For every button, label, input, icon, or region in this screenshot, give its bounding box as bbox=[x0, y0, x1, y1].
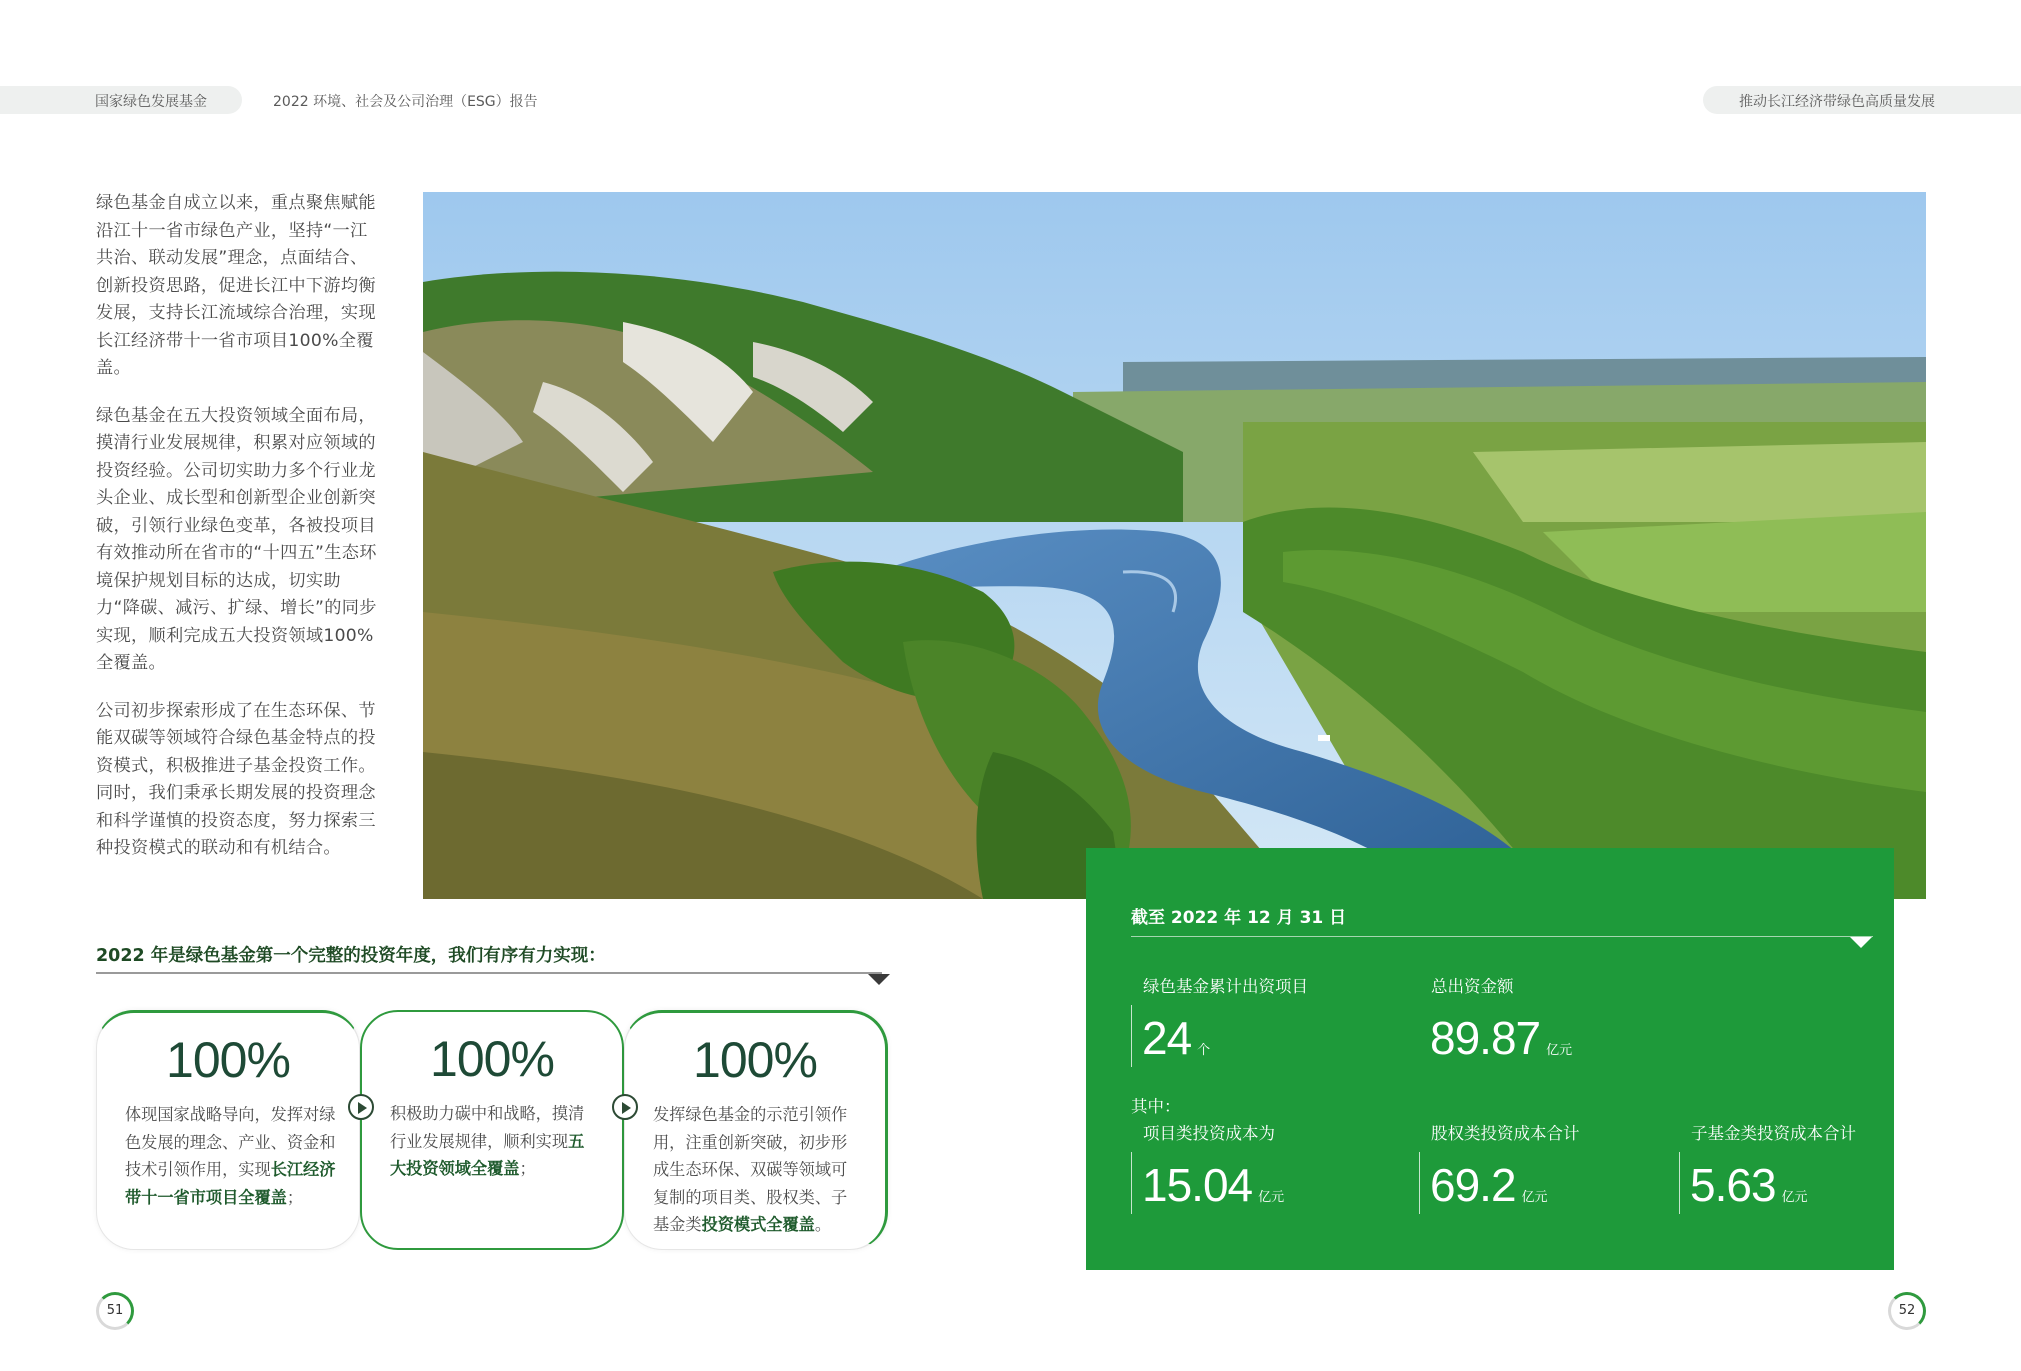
stat-equity-cost bbox=[1419, 1120, 1580, 1214]
card-1-text: 体现国家战略导向，发挥对绿色发展的理念、产业、资金和技术引领作用，实现长江经济带十一省市项目全覆盖； bbox=[125, 1105, 336, 1207]
header-left-tab bbox=[0, 86, 242, 114]
river-landscape-photo bbox=[423, 192, 1926, 899]
header-org: 国家绿色发展基金 bbox=[95, 94, 207, 110]
stat-value: 69.2 bbox=[1430, 1159, 1516, 1211]
play-arrow-icon bbox=[348, 1094, 374, 1120]
intro-paragraph-1: 绿色基金自成立以来，重点聚焦赋能沿江十一省市绿色产业，坚持“一江共治、联动发展”理念，点面结合、创新投资思路，促进长江中下游均衡发展，支持长江流域综合治理，实现长江经济带十一省市项目100%全覆盖。 bbox=[96, 193, 376, 378]
card-3-text: 发挥绿色基金的示范引领作用，注重创新突破，初步形成生态环保、双碳等领域可复制的项目类、股权类、子基金类投资模式全覆盖。 bbox=[653, 1105, 848, 1234]
panel-divider bbox=[1131, 936, 1873, 937]
card-3-percent: 100% bbox=[693, 1032, 817, 1088]
stat-label: 总出资金额 bbox=[1431, 977, 1514, 996]
achievement-card-3 bbox=[624, 1010, 888, 1250]
intro-paragraph-2: 绿色基金在五大投资领域全面布局，摸清行业发展规律，积累对应领域的投资经验。公司切实助力多个行业龙头企业、成长型和创新型企业创新突破，引领行业绿色变革，各被投项目有效推动所在省市的“十四五”生态环境保护规划目标的达成，切实助力“降碳、减污、扩绿、增长”的同步实现，顺利完成五大投资领域100%全覆盖。 bbox=[96, 405, 377, 673]
stat-unit: 亿元 bbox=[1781, 1190, 1808, 1205]
intro-paragraph-3: 公司初步探索形成了在生态环保、节能双碳等领域符合绿色基金特点的投资模式，积极推进子基金投资工作。同时，我们秉承长期发展的投资理念和科学谨慎的投资态度，努力探索三种投资模式的联动和有机结合。 bbox=[96, 700, 376, 858]
intro-text bbox=[96, 190, 378, 883]
achievement-card-1 bbox=[96, 1010, 360, 1250]
stats-date: 截至 2022 年 12 月 31 日 bbox=[1131, 908, 1347, 928]
stat-label: 项目类投资成本为 bbox=[1143, 1124, 1275, 1143]
triangle-down-icon bbox=[868, 974, 890, 985]
header-section-title: 推动长江经济带绿色高质量发展 bbox=[1739, 94, 1935, 110]
stat-subfund-cost bbox=[1679, 1120, 1856, 1214]
among-label: 其中： bbox=[1131, 1097, 1181, 1116]
stat-unit: 个 bbox=[1197, 1043, 1211, 1058]
investment-stats-panel bbox=[1086, 848, 1894, 1270]
stat-project-cost bbox=[1131, 1120, 1284, 1214]
play-arrow-icon bbox=[612, 1094, 638, 1120]
triangle-down-icon bbox=[1850, 937, 1872, 948]
stat-unit: 亿元 bbox=[1521, 1190, 1548, 1205]
stat-value: 15.04 bbox=[1142, 1159, 1253, 1211]
stat-total-amount bbox=[1419, 973, 1572, 1067]
header-report-title: 2022 环境、社会及公司治理（ESG）报告 bbox=[273, 94, 538, 110]
stat-value: 89.87 bbox=[1430, 1012, 1541, 1064]
achievement-card-2 bbox=[360, 1010, 624, 1250]
stat-value: 24 bbox=[1142, 1012, 1192, 1064]
stat-value: 5.63 bbox=[1690, 1159, 1776, 1211]
stat-unit: 亿元 bbox=[1546, 1043, 1573, 1058]
card-2-percent: 100% bbox=[430, 1031, 554, 1087]
stat-label: 绿色基金累计出资项目 bbox=[1143, 977, 1308, 996]
achievement-subtitle: 2022 年是绿色基金第一个完整的投资年度，我们有序有力实现： bbox=[96, 946, 606, 966]
page-number-right: 52 bbox=[1888, 1292, 1926, 1330]
header-right-tab bbox=[1703, 86, 2021, 114]
stat-label: 股权类投资成本合计 bbox=[1431, 1124, 1580, 1143]
stat-label: 子基金类投资成本合计 bbox=[1691, 1124, 1856, 1143]
stat-total-projects bbox=[1131, 973, 1308, 1067]
page-number-left: 51 bbox=[96, 1292, 134, 1330]
subtitle-divider bbox=[96, 972, 882, 974]
stat-unit: 亿元 bbox=[1258, 1190, 1285, 1205]
card-1-percent: 100% bbox=[166, 1032, 290, 1088]
card-2-text: 积极助力碳中和战略，摸清行业发展规律，顺利实现五大投资领域全覆盖； bbox=[390, 1104, 585, 1178]
